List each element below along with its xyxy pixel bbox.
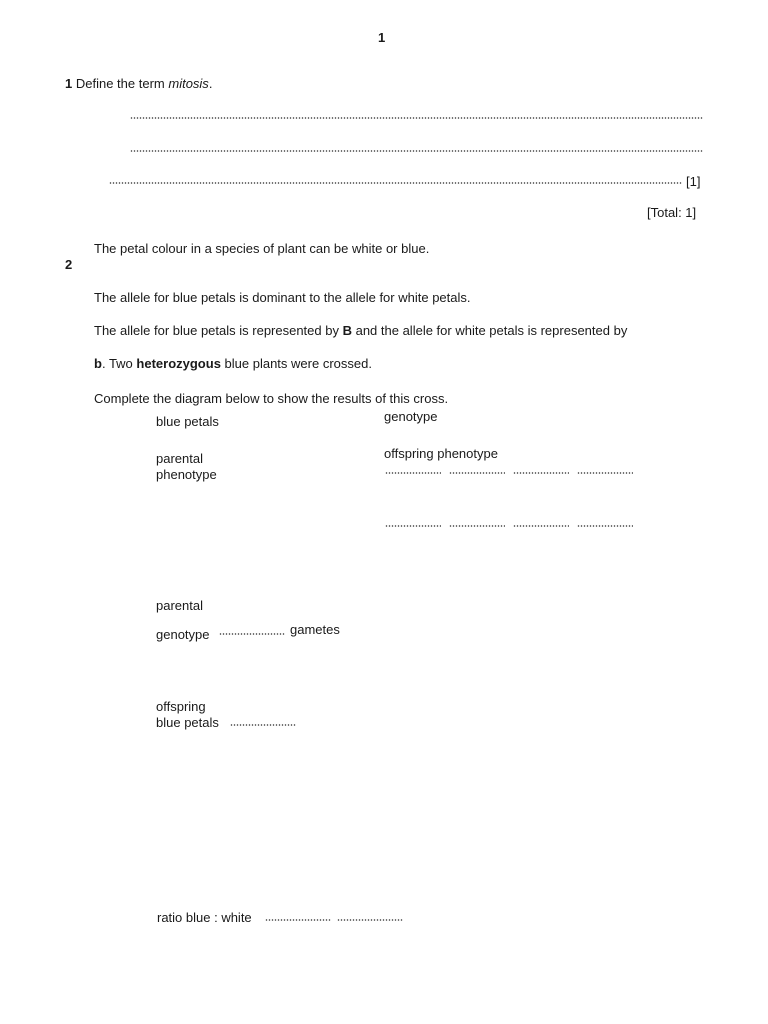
ratio-blue-blank[interactable] [265, 919, 331, 921]
heterozygous: heterozygous [136, 356, 221, 371]
offspring-phenotype-blank-2[interactable] [449, 472, 505, 474]
question-2-line-3 [94, 323, 627, 338]
question-1-number: 1 [65, 76, 73, 91]
parental-genotype-blank[interactable] [219, 633, 285, 635]
label-gametes: gametes [290, 622, 340, 637]
offspring-phenotype-answers [385, 472, 633, 474]
label-offspring-phenotype: offspring phenotype [384, 446, 498, 461]
label-genotype: genotype [384, 409, 438, 424]
label-parental: parental [156, 451, 203, 466]
answer-line-3[interactable] [109, 182, 682, 184]
total-marks: [Total: 1] [647, 205, 697, 220]
question-1 [65, 76, 212, 91]
allele-B: B [342, 323, 352, 338]
offspring-phenotype-blank-3[interactable] [513, 472, 569, 474]
offspring-genotype-blank-3[interactable] [513, 525, 569, 527]
label-ratio: ratio blue : white [157, 910, 252, 925]
label-blue-petals: blue petals [156, 414, 219, 429]
offspring-phenotype-blank-1[interactable] [385, 472, 441, 474]
label-parental-2: parental [156, 598, 203, 613]
question-2-line-3-end: and the allele for white petals is represented by [351, 323, 628, 338]
question-2-line-2: The allele for blue petals is dominant to the allele for white petals. [94, 290, 471, 305]
question-2-line-4a: . Two [101, 356, 137, 371]
question-2-instruction: Complete the diagram below to show the results of this cross. [94, 391, 449, 406]
label-phenotype: phenotype [156, 467, 217, 482]
page-number: 1 [378, 30, 386, 45]
label-offspring: offspring [156, 699, 206, 714]
offspring-genotype-blank-4[interactable] [577, 525, 633, 527]
offspring-blue-blank[interactable] [230, 724, 296, 726]
answer-line-1[interactable] [130, 117, 703, 119]
question-1-term: mitosis [168, 76, 209, 91]
question-2-line-4 [94, 356, 372, 371]
offspring-phenotype-blank-4[interactable] [577, 472, 633, 474]
question-2-number: 2 [65, 257, 73, 272]
question-2-line-1: The petal colour in a species of plant can be white or blue. [94, 241, 430, 256]
offspring-genotype-blank-1[interactable] [385, 525, 441, 527]
label-genotype-2: genotype [156, 627, 210, 642]
mark-allocation: [1] [686, 174, 701, 189]
question-2-line-4b: blue plants were crossed. [220, 356, 372, 371]
question-1-prefix: Define the term [75, 76, 169, 91]
ratio-white-blank[interactable] [337, 919, 403, 921]
question-1-suffix: . [208, 76, 213, 91]
label-blue-petals-2: blue petals [156, 715, 219, 730]
question-2-line-3-start: The allele for blue petals is represented by [94, 323, 343, 338]
offspring-genotype-blank-2[interactable] [449, 525, 505, 527]
answer-line-2[interactable] [130, 150, 703, 152]
allele-b: b [94, 356, 102, 371]
offspring-genotype-answers [385, 525, 633, 527]
